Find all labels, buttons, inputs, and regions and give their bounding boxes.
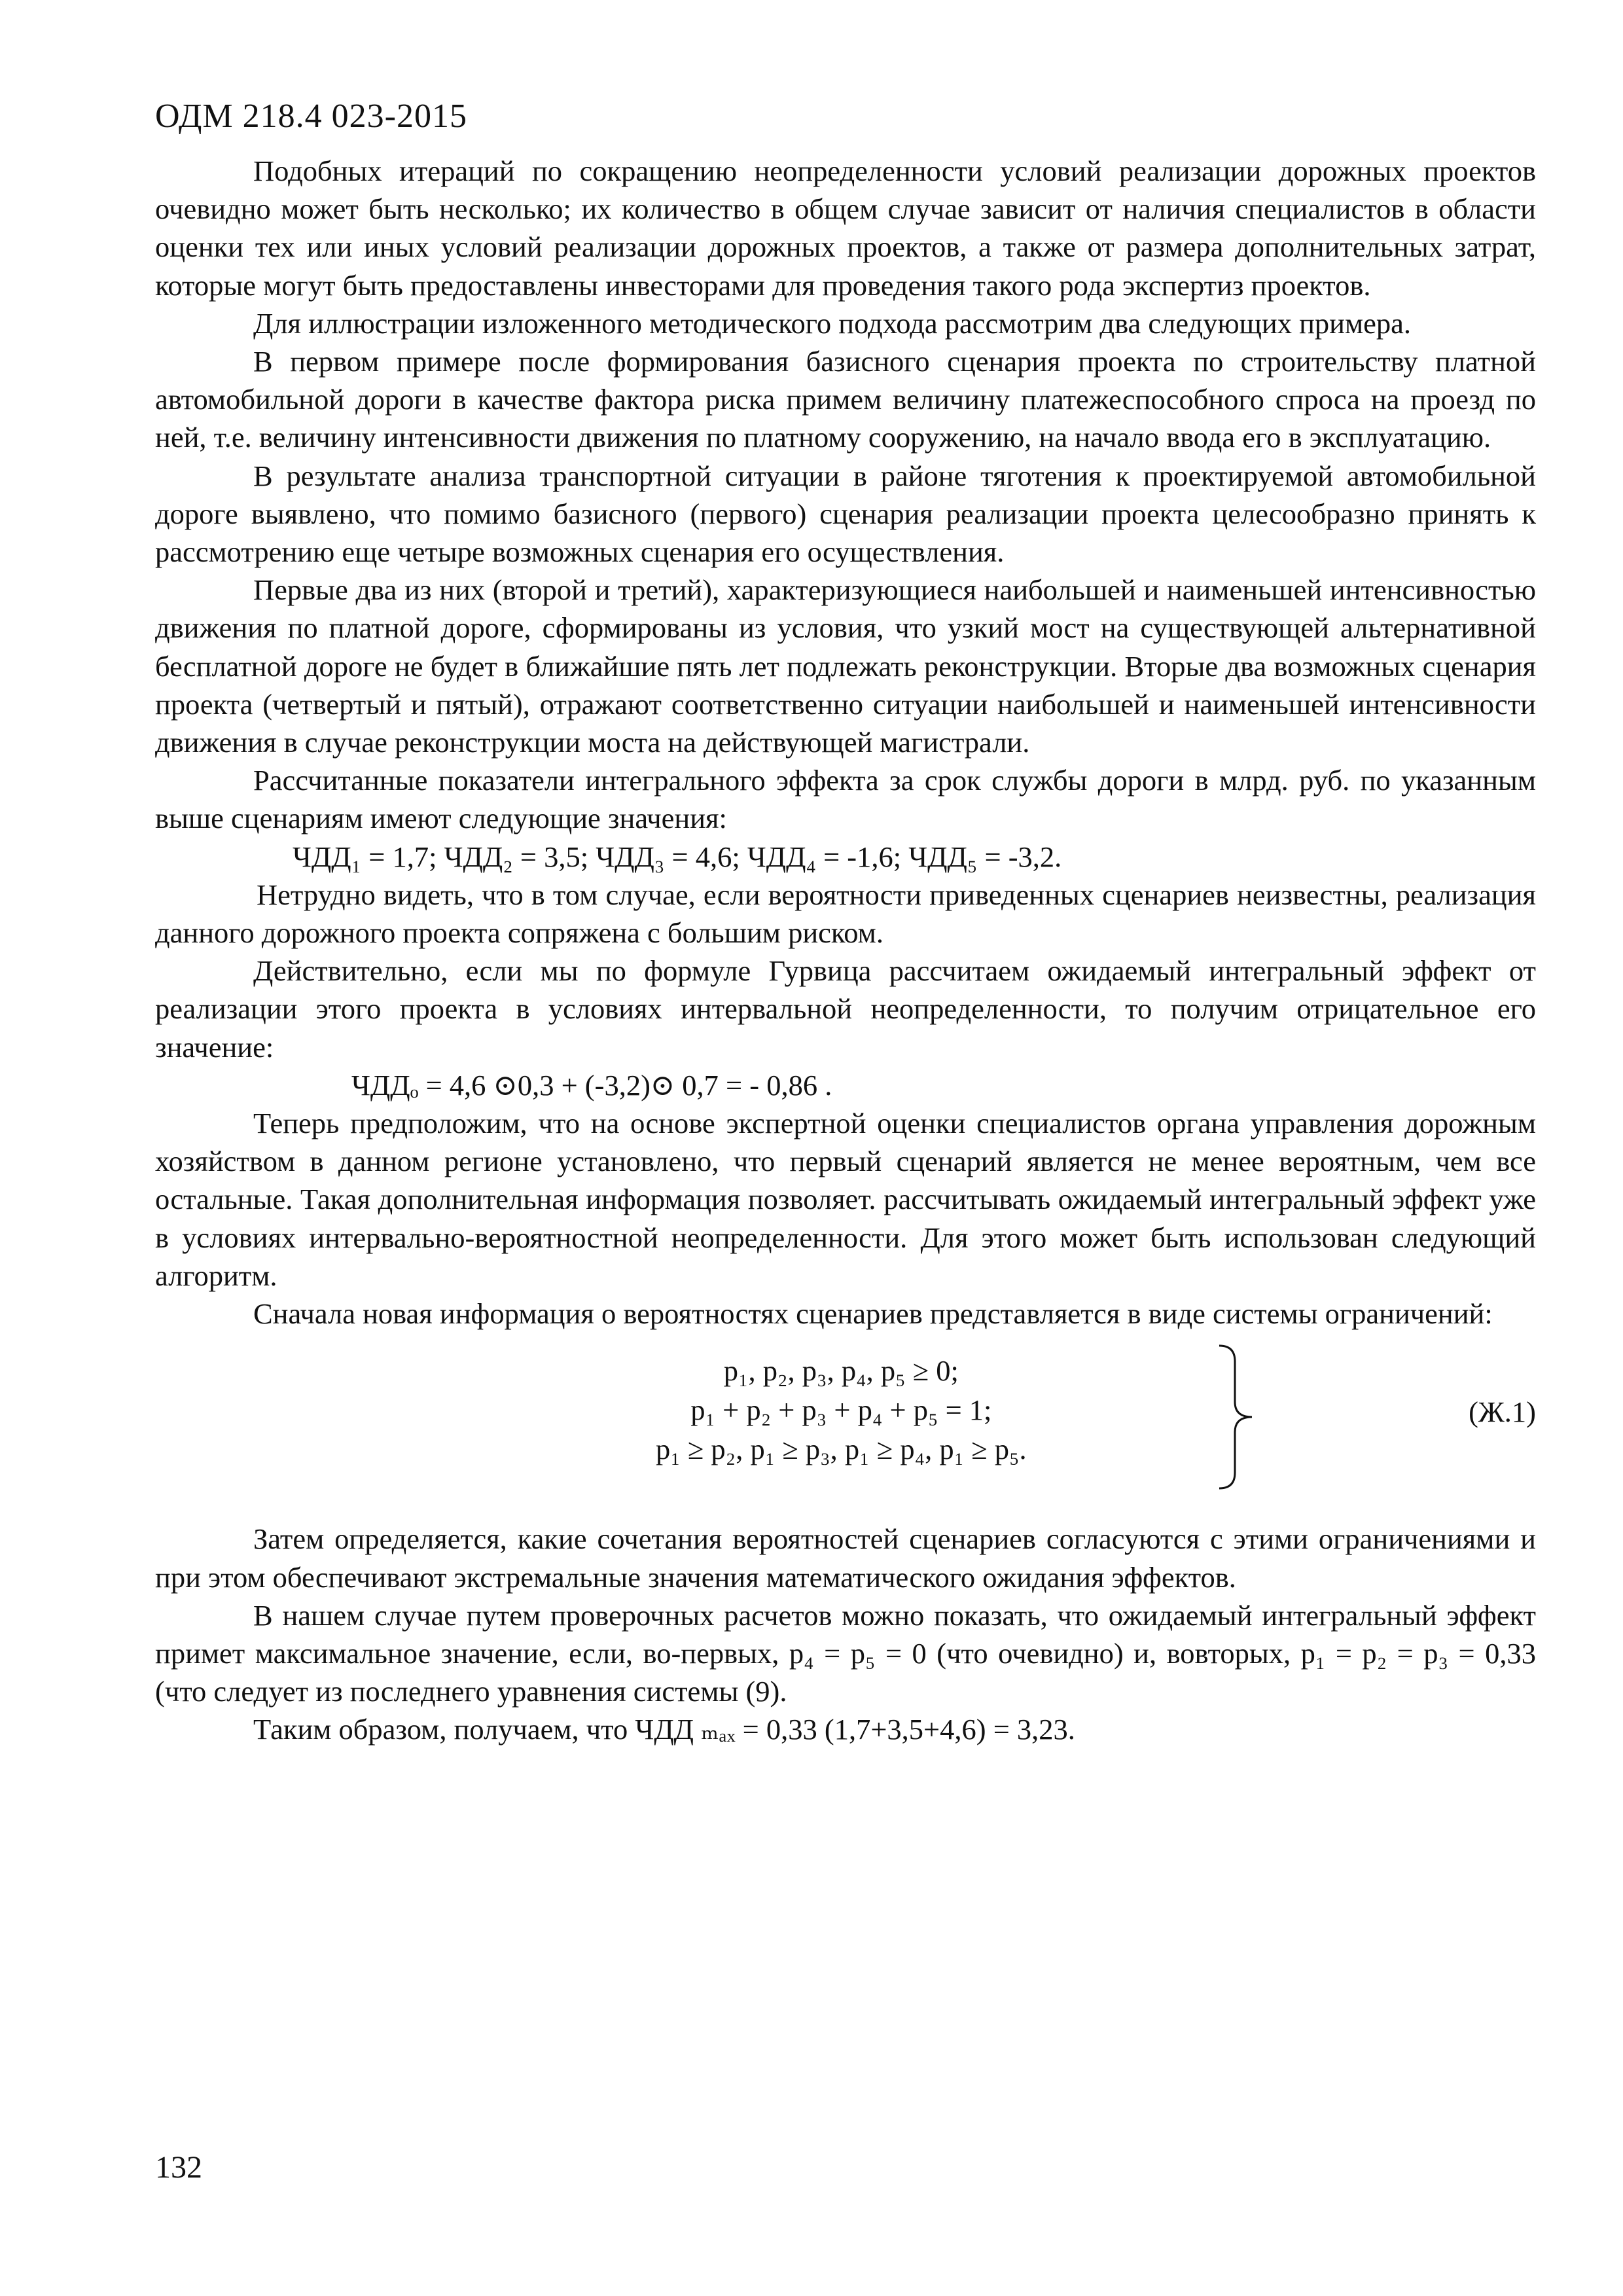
constraint-lines	[656, 1351, 1027, 1469]
paragraph: Действительно, если мы по формуле Гурвица рассчитаем ожидаемый интегральный эффект от реализации этого проекта в условиях интервальной неопределенности, то получим отрицательное его значение:	[155, 954, 1536, 1064]
paragraph: Таким образом, получаем, что ЧДД ₘₐₓ = 0,33 (1,7+3,5+4,6) = 3,23.	[253, 1713, 1075, 1746]
paragraph: В нашем случае путем проверочных расчетов можно показать, что ожидаемый интегральный эффект примет максимальное значение, если, во-первых, p₄ = p₅ = 0 (что очевидно) и, вовторых, p₁ = p₂ = p₃ = 0,33 (что следует из последнего уравнения системы (9).	[155, 1598, 1536, 1708]
paragraph: Первые два из них (второй и третий), характеризующиеся наибольшей и наименьшей интенсивностью движения по платной дороге, сформированы из условия, что узкий мост на существующей альтернативной бесплатной дороге не будет в ближайшие пять лет подлежать реконструкции. Вторые два возможных сценария проекта (четвертый и пятый), отражают соответственно ситуации наибольшей и наименьшей интенсивности движения в случае реконструкции моста на действующей магистрали.	[155, 573, 1536, 759]
paragraph: Рассчитанные показатели интегрального эффекта за срок службы дороги в млрд. руб. по указанным выше сценариям имеют следующие значения:	[155, 764, 1536, 835]
constraint-system	[155, 1351, 1536, 1490]
paragraph: Нетрудно видеть, что в том случае, если вероятности приведенных сценариев неизвестны, реализация данного дорожного проекта сопряжена с большим риском.	[155, 878, 1536, 950]
equation-number: (Ж.1)	[1469, 1395, 1536, 1429]
document-code-header: ОДМ 218.4 023-2015	[155, 98, 467, 135]
paragraph: В результате анализа транспортной ситуации в районе тяготения к проектируемой автомобильной дороге выявлено, что помимо базисного (первого) сценария реализации проекта целесообразно принять к рассмотрению еще четыре возможных сценария его осуществления.	[155, 459, 1536, 569]
right-brace-icon	[1215, 1342, 1261, 1492]
constraint-line: p₁ + p₂ + p₃ + p₄ + p₅ = 1;	[690, 1393, 992, 1427]
paragraph: Для иллюстрации изложенного методического подхода рассмотрим два следующих примера.	[253, 306, 1412, 340]
constraint-line: p₁ ≥ p₂, p₁ ≥ p₃, p₁ ≥ p₄, p₁ ≥ p₅.	[656, 1433, 1027, 1466]
paragraph: Сначала новая информация о вероятностях сценариев представляется в виде системы ограничений:	[253, 1297, 1493, 1331]
paragraph: Затем определяется, какие сочетания вероятностей сценариев согласуются с этими ограничениями и при этом обеспечивают экстремальные значения математического ожидания эффектов.	[155, 1522, 1536, 1594]
constraint-line: p₁, p₂, p₃, p₄, p₅ ≥ 0;	[723, 1354, 959, 1388]
body-text	[155, 152, 1536, 1749]
paragraph: Теперь предположим, что на основе экспертной оценки специалистов органа управления дорожным хозяйством в данном регионе установлено, что первый сценарий является не менее вероятным, чем все остальные. Такая дополнительная информация позволяет. рассчитывать ожидаемый интегральный эффект уже в условиях интервально-вероятностной неопределенности. Для этого может быть использован следующий алгоритм.	[155, 1107, 1536, 1292]
hurwicz-equation: ЧДДₒ = 4,6 ⊙0,3 + (-3,2)⊙ 0,7 = - 0,86 .	[351, 1068, 832, 1102]
page-number: 132	[155, 2150, 202, 2185]
paragraph: В первом примере после формирования базисного сценария проекта по строительству платной автомобильной дороги в качестве фактора риска примем величину платежеспособного спроса на проезд по ней, т.е. величину интенсивности движения по платному сооружению, на начало ввода его в эксплуатацию.	[155, 345, 1536, 454]
npv-values-equation: ЧДД₁ = 1,7; ЧДД₂ = 3,5; ЧДД₃ = 4,6; ЧДД₄ = -1,6; ЧДД₅ = -3,2.	[293, 840, 1062, 873]
paragraph: Подобных итераций по сокращению неопределенности условий реализации дорожных проектов очевидно может быть несколько; их количество в общем случае зависит от наличия специалистов в области оценки тех или иных условий реализации дорожных проектов, а также от размера дополнительных затрат, которые могут быть предоставлены инвесторами для проведения такого рода экспертиз проектов.	[155, 154, 1536, 302]
